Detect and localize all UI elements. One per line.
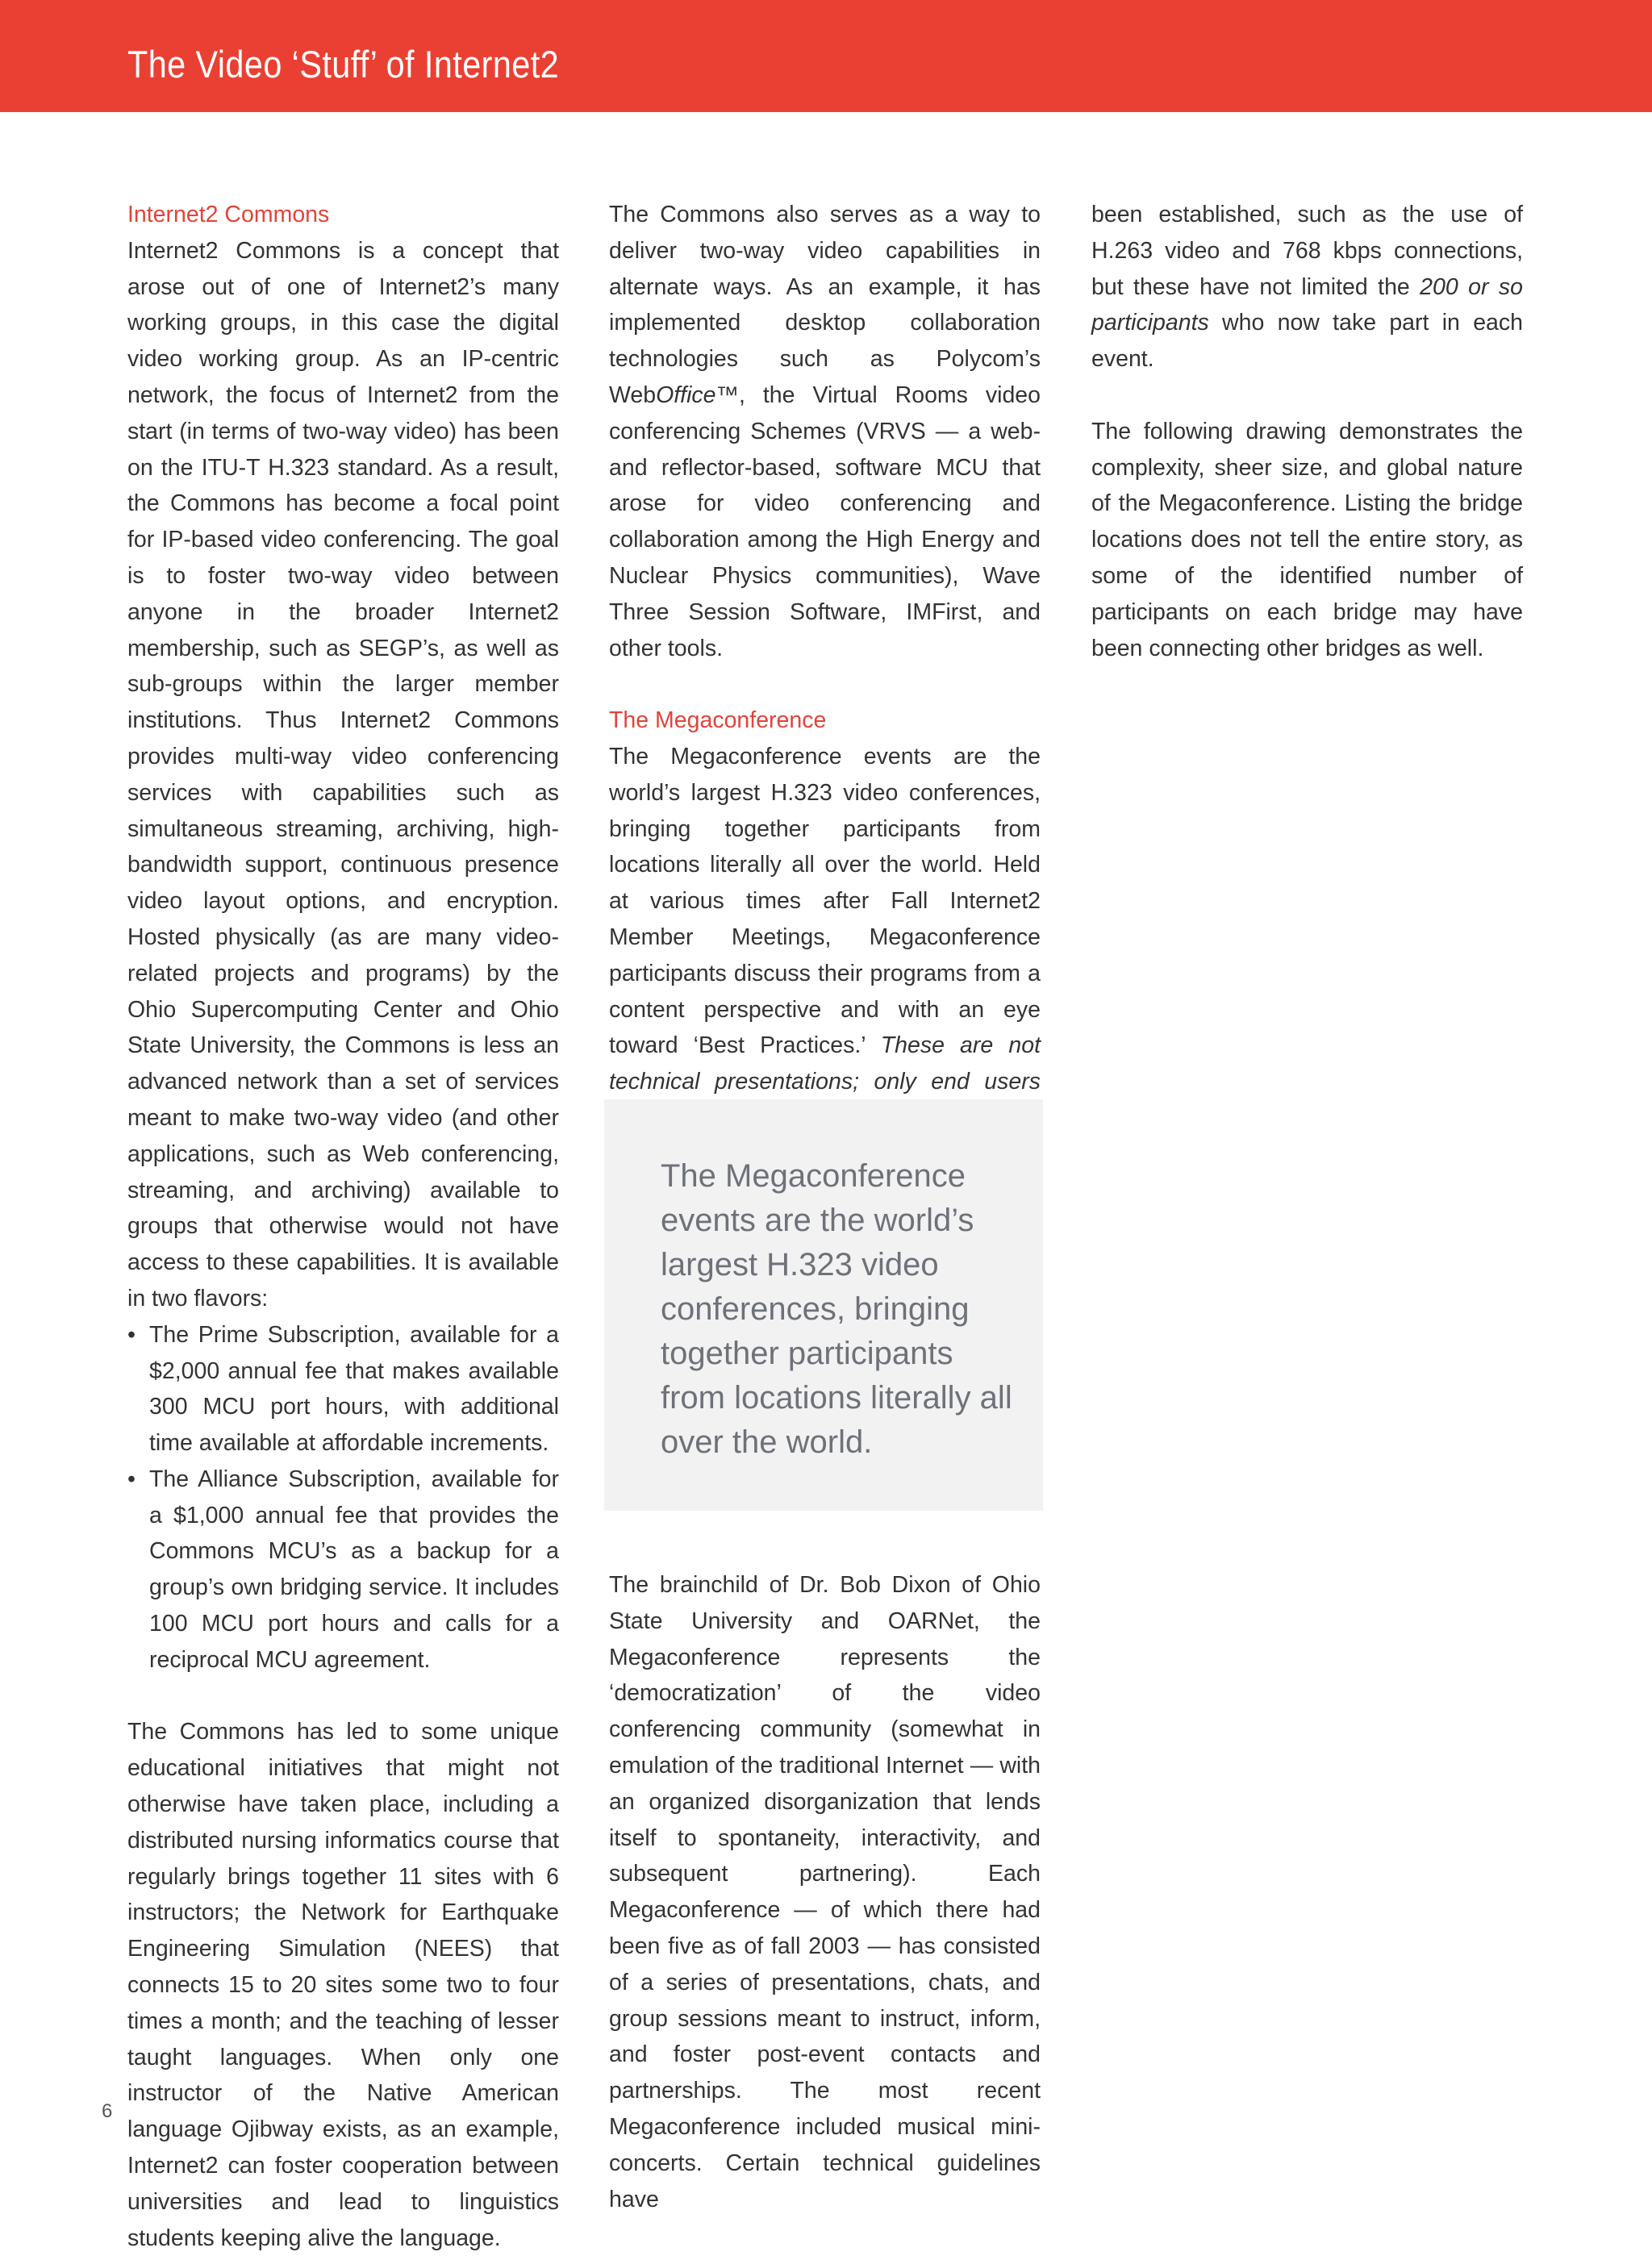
column-1 [127,197,559,2256]
column-2-continued [609,1567,1041,2217]
list-item-prime-subscription: • The Prime Subscription, available for a $2,000 annual fee that makes available 300 MCU port hours, with additional time available at affordable increments. [127,1317,559,1462]
commons-initiatives-paragraph: The Commons has led to some unique educational initiatives that might not otherwise have taken place, including a distributed nursing informatics course that regularly brings together 11 sites with 6 instructors; the Network for Earthquake Engineering Simulation (NEES) that connects 15 to 20 sites some two to four times a month; and the teaching of lesser taught languages. When only one instructor of the Native American language Ojibway exists, as an example, Internet2 can foster cooperation between universities and lead to linguistics students keeping alive the language. [127,1719,559,2251]
commons-intro-paragraph: Internet2 Commons is a concept that arose out of one of Internet2’s many working groups, in this case the digital video working group. As an IP-centric network, the focus of Internet2 from the start (in terms of two-way video) has been on the ITU-T H.323 standard. As a result, the Commons has become a focal point for IP-based video conferencing. The goal is to foster two-way video between anyone in the broader Internet2 membership, such as SEGP’s, as well as sub-groups within the larger member institutions. Thus Internet2 Commons provides multi-way video conferencing services with capabilities such as simultaneous streaming, archiving, high-bandwidth support, continuous presence video layout options, and encryption. Hosted physically (as are many video-related projects and programs) by the Ohio Supercomputing Center and Ohio State University, the Commons is less an advanced network than a set of services meant to make two-way video (and other applications, such as Web conferencing, streaming, and archiving) available to groups that otherwise would not have access to these capabilities. It is available in two flavors: [127,237,559,1311]
commons-delivery-paragraph: The Commons also serves as a way to deliver two-way video capabilities in alternate ways. As an example, it has implemented desktop collaboration technologies such as Polycom’s WebOffice™, the Virtual Rooms video conferencing Schemes (VRVS — a web- and reflector-based, software MCU that arose for video conferencing and collaboration among the High Energy and Nuclear Physics communities), Wave Three Session Software, IMFirst, and other tools. [609,202,1041,661]
section-heading-megaconference: The Megaconference [609,707,827,734]
drawing-intro-paragraph: The following drawing demonstrates the complexity, sheer size, and global nature of the Megaconference. Listing the bridge locations does not tell the entire story, as some of the identified number of participants on each bridge may have been connecting other bridges as well. [1091,418,1523,661]
megaconference-history-paragraph: The brainchild of Dr. Bob Dixon of Ohio State University and OARNet, the Megaconference represents the ‘democratization’ of the video conferencing community (somewhat in emulation of the traditional Internet — with an organized disorganization that lends itself to spontaneity, interactivity, and subsequent partnering). Each Megaconference — of which there had been five as of fall 2003 — has consisted of a series of presentations, chats, and group sessions meant to instruct, inform, and foster post-event contacts and partnerships. The most recent Megaconference included musical mini-concerts. Certain technical guidelines have [609,1572,1041,2212]
section-heading-commons: Internet2 Commons [127,202,330,227]
header-banner [0,0,1652,112]
list-item-alliance-subscription: • The Alliance Subscription, available for a $1,000 annual fee that provides the Commons MCU’s as a backup for a group’s own bridging service. It includes 100 MCU port hours and calls for a reciprocal MCU agreement. [127,1462,559,1678]
page-title: The Video ‘Stuff’ of Internet2 [127,43,560,85]
subscription-list [127,1317,559,1678]
column-2 [609,197,1041,1173]
megaconference-intro-paragraph: The Megaconference events are the world’s largest H.323 video conferences, bringing together participants from locations literally all over the world. Held at various times after Fall Internet2 Member Meetings, Megaconference participants discuss their programs from a content perspective and with an eye toward ‘Best Practices.’ These are not technical presentations; only end users [609,743,1041,1095]
pull-quote-text: The Megaconference events are the world’s largest H.323 video conferences, bringing together participants from locations literally all over the world. [661,1158,1012,1460]
column-3 [1091,197,1523,666]
page-number: 6 [102,2100,113,2122]
megaconference-guidelines-paragraph: been established, such as the use of H.263 video and 768 kbps connections, but these have not limited the 200 or so participants who now take part in each event. [1091,202,1523,373]
pull-quote-box [604,1099,1043,1511]
